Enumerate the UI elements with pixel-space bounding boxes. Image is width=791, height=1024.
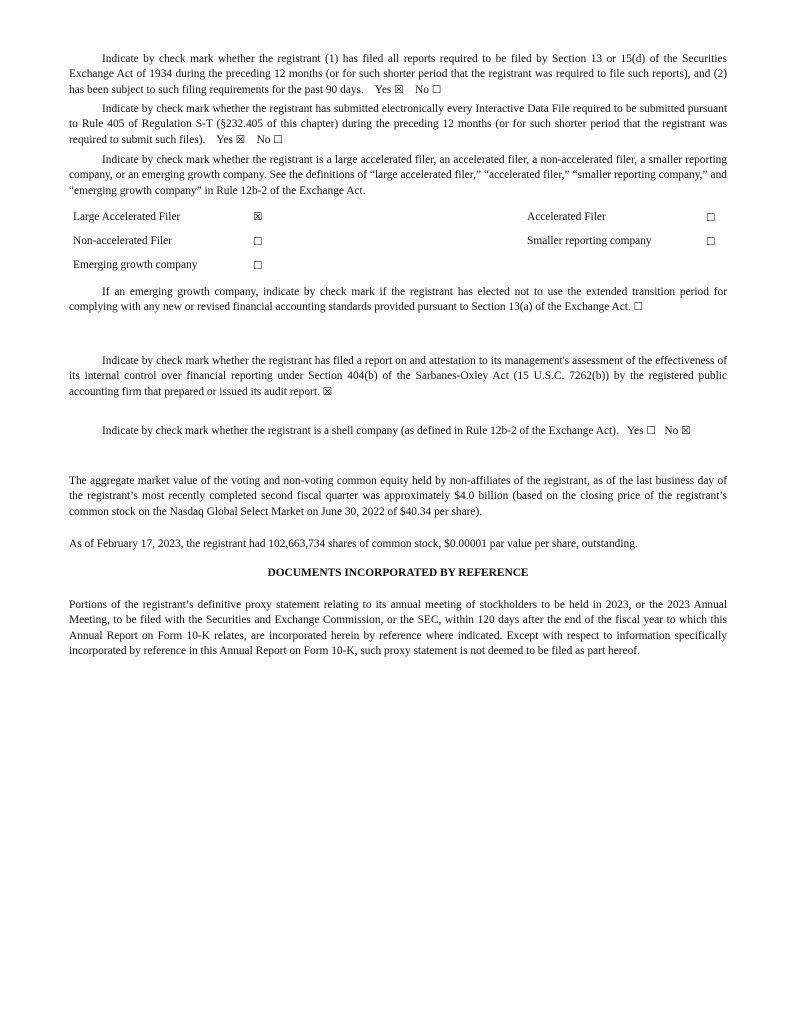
- shell-company-paragraph: [69, 424, 727, 439]
- smaller-reporting-company-label: Smaller reporting company: [527, 235, 652, 247]
- accelerated-filer-checkbox: ☐: [706, 212, 716, 224]
- documents-incorporated-paragraph: Portions of the registrant’s definitive proxy statement relating to its annual meeting of stockholders to be held in 2023, or the 2023 Annual Meeting, to be filed with the Securities and Exchange Commission, or the SEC, within 120 days after the end of the fiscal year to which this Annual Report on Form 10-K relates, are incorporated herein by reference where indicated. Except with respect to information specifically incorporated by reference in this Annual Report on Form 10-K, such proxy statement is not deemed to be filed as part hereof.: [69, 599, 727, 658]
- interactive-no-label: No: [256, 133, 271, 146]
- shares-outstanding-paragraph: As of February 17, 2023, the registrant had 102,663,734 shares of common stock, $0.00001 par value per share, outstanding.: [69, 538, 638, 550]
- section13-paragraph: [69, 52, 727, 98]
- emerging-growth-company-label: Emerging growth company: [73, 259, 198, 271]
- section13-no-label: No: [415, 83, 429, 96]
- emerging-growth-transition-checkbox: ☐: [633, 301, 644, 314]
- internal-control-text: Indicate by check mark whether the registrant has filed a report on and attestation to its management's assessment of the effectiveness of its internal control over financial reporting under Section 404(b) of the Sarbanes-Oxley Act (15 U.S.C. 7262(b)) by the registered public accounting firm that prepared or issued its audit report.: [69, 355, 727, 398]
- large-accelerated-filer-checkbox: ☒: [253, 211, 263, 223]
- section13-no-checkbox: ☐: [431, 83, 442, 96]
- interactive-data-paragraph: [69, 102, 727, 148]
- filer-status-text: Indicate by check mark whether the registrant is a large accelerated filer, an accelerated filer, a non-accelerated filer, a smaller reporting company, or an emerging growth company. See the definitions of “large accelerated filer,” “accelerated filer,” “smaller reporting company,” and “emerging growth company” in Rule 12b-2 of the Exchange Act.: [69, 154, 727, 197]
- shell-no-checkbox: ☒: [681, 425, 691, 437]
- section13-yes-label: Yes: [374, 83, 392, 96]
- documents-incorporated-heading: DOCUMENTS INCORPORATED BY REFERENCE: [267, 567, 529, 579]
- filer-status-paragraph: [69, 153, 727, 199]
- interactive-yes-checkbox: ☒: [235, 133, 246, 146]
- market-value-paragraph: The aggregate market value of the voting and non-voting common equity held by non-affiliates of the registrant, as of the last business day of the registrant’s most recently completed second fiscal quarter was approximately $4.0 billion (based on the closing price of the registrant’s common stock on the Nasdaq Global Select Market on June 30, 2022 of $40.34 per share).: [69, 475, 727, 518]
- interactive-yes-label: Yes: [216, 133, 233, 146]
- section13-text: Indicate by check mark whether the registrant (1) has filed all reports required to be filed by Section 13 or 15(d) of the Securities Exchange Act of 1934 during the preceding 12 months (or for such shorter period that the registrant was required to file such reports), and (2) has been subject to such filing requirements for the past 90 days.: [69, 53, 727, 96]
- internal-control-paragraph: [69, 354, 727, 400]
- shell-yes-checkbox: ☐: [646, 425, 656, 437]
- emerging-growth-text: If an emerging growth company, indicate by check mark if the registrant has elected not to use the extended transition period for complying with any new or revised financial accounting standards provided pursuant to Section 13(a) of the Exchange Act.: [69, 286, 727, 314]
- non-accelerated-filer-label: Non-accelerated Filer: [73, 235, 172, 247]
- emerging-growth-company-checkbox: ☐: [253, 260, 263, 272]
- non-accelerated-filer-checkbox: ☐: [253, 236, 263, 248]
- accelerated-filer-label: Accelerated Filer: [527, 211, 606, 223]
- shell-yes-label: Yes: [626, 425, 644, 437]
- internal-control-checkbox: ☒: [322, 385, 333, 398]
- emerging-growth-paragraph: [69, 285, 727, 316]
- interactive-data-text: Indicate by check mark whether the registrant has submitted electronically every Interactive Data File required to be submitted pursuant to Rule 405 of Regulation S-T (§232.405 of this chapter) during the preceding 12 months (or for such shorter period that the registrant was required to submit such files).: [69, 103, 727, 146]
- shell-company-text: Indicate by check mark whether the registrant is a shell company (as defined in Rule 12b-2 of the Exchange Act).: [102, 425, 619, 437]
- smaller-reporting-company-checkbox: ☐: [706, 236, 716, 248]
- interactive-no-checkbox: ☐: [273, 133, 283, 146]
- section13-yes-checkbox: ☒: [394, 83, 404, 96]
- shell-no-label: No: [664, 425, 679, 437]
- large-accelerated-filer-label: Large Accelerated Filer: [73, 211, 181, 223]
